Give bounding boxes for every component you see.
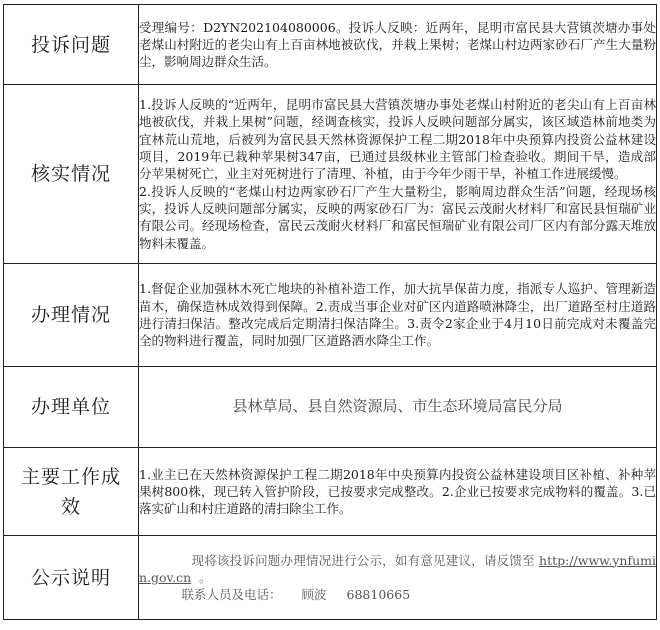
row-label-units: 办理单位: [4, 367, 139, 448]
table-row: [4, 264, 657, 367]
table-row: [4, 448, 657, 536]
row-label-complaint: 投诉问题: [4, 5, 139, 85]
results-text: 1.业主已在天然林资源保护工程二期2018年中央预算内投资公益林建设项目区补植、补种苹果树800株，现已转入管护阶段，已按要求完成整改。2.企业已按要求完成物料的覆盖。3.已落实矿山和村庄道路的清扫除尘工作。: [139, 466, 656, 517]
contact-line: [139, 586, 656, 603]
row-label-verification: 核实情况: [4, 85, 139, 264]
contact-phone: 68810665: [346, 587, 411, 603]
verification-paragraph-1: 1.投诉人反映的“近两年，昆明市富民县大营镇茨塘办事处老煤山村附近的老尖山有上百亩林地被砍伐，并栽上果树”问题，经调查核实，投诉人反映问题部分属实，该区域造林前地类为宜林荒山荒地，后被列为富民县天然林资源保护工程二期2018年中央预算内投资公益林建设项目，2019年已栽种苹果树347亩，已通过县级林业主管部门检查验收。期间干旱，造成部分苹果树死亡，业主对死树进行了清理、补植，由于今年少雨干旱，补植工作进展缓慢。: [139, 97, 656, 182]
handling-text: 1.督促企业加强林木死亡地块的补植补造工作，加大抗旱保苗力度，指派专人巡护、管理新造苗木，确保造林成效得到保障。2.责成当事企业对矿区内道路喷淋降尘，出厂道路至村庄道路进行清扫保洁。整改完成后定期清扫保洁降尘。3.责令2家企业于4月10日前完成对未覆盖完全的物料进行覆盖，同时加强厂区道路洒水降尘工作。: [139, 281, 656, 349]
table-row: [4, 85, 657, 264]
row-content-handling: [139, 264, 657, 367]
row-label-handling: 办理情况: [4, 264, 139, 367]
row-label-results: 主要工作成效: [4, 448, 139, 536]
verification-paragraph-2: 2.投诉人反映的“老煤山村边两家砂石厂产生大量粉尘，影响周边群众生活”问题，经现场核实，投诉人反映问题部分属实，反映的两家砂石厂为：富民云茂耐火材料厂和富民县恒瑞矿业有限公司。经现场检查，富民云茂耐火材料厂和富民恒瑞矿业有限公司厂区内有部分露天堆放物料未覆盖。: [139, 183, 656, 251]
complaint-text: 受理编号：D2YN202104080006。投诉人反映：近两年，昆明市富民县大营镇茨塘办事处老煤山村附近的老尖山有上百亩林地被砍伐，并栽上果树；老煤山村边两家砂石厂产生大量粉尘，影响周边群众生活。: [139, 19, 656, 70]
row-content-units: [139, 367, 657, 448]
notice-text: 现将该投诉问题办理情况进行公示，如有意见建议，请反馈至 http://www.ynfumin.gov.cn 。: [139, 552, 656, 585]
row-content-verification: [139, 85, 657, 264]
row-label-notice: 公示说明: [4, 536, 139, 620]
row-content-complaint: [139, 5, 657, 85]
table-row: [4, 5, 657, 85]
table-row: [4, 367, 657, 448]
row-content-results: [139, 448, 657, 536]
table-row: [4, 536, 657, 620]
units-text: 县林草局、县自然资源局、市生态环境局富民分局: [232, 397, 563, 416]
contact-label: 联系人员及电话：: [181, 587, 282, 603]
feedback-link[interactable]: http://www.ynfumin.gov.cn: [139, 552, 656, 585]
contact-name: 顾波: [301, 587, 327, 603]
complaint-table: [3, 4, 657, 620]
row-content-notice: [139, 536, 657, 620]
